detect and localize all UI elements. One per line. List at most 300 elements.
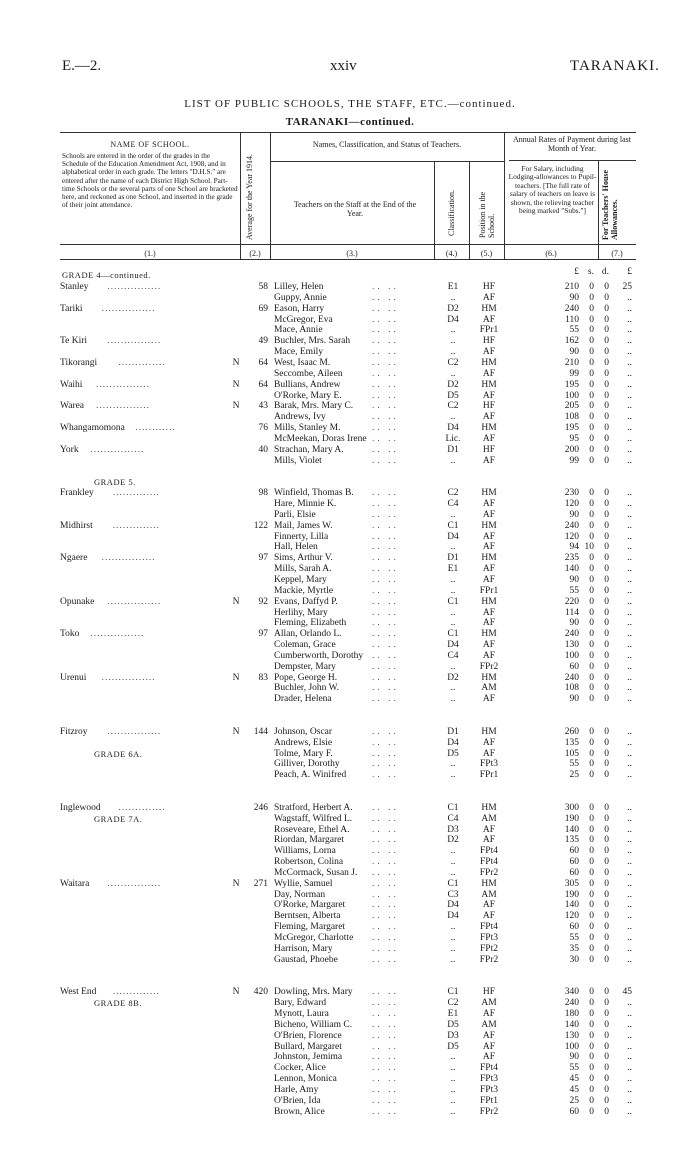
teacher-position: FPt3 [480, 1084, 498, 1095]
salary-pounds: 90 [569, 574, 579, 585]
table-row [0, 727, 700, 738]
leader-dots: .. .. [372, 292, 399, 303]
salary-pence: 0 [604, 303, 609, 314]
salary-pence: 0 [604, 694, 609, 705]
col-divider-6 [598, 161, 599, 259]
leader-dots: .. .. [372, 574, 399, 585]
teacher-name: Pope, George H. [274, 672, 338, 683]
salary-shillings: 0 [589, 954, 594, 965]
table-row [0, 955, 700, 966]
salary-pence: 0 [604, 900, 609, 911]
teacher-classification: C4 [447, 813, 459, 824]
colnum-rule [60, 244, 636, 245]
average-attendance: 43 [258, 401, 268, 412]
col-divider-5 [504, 132, 505, 259]
salary-pence: 0 [604, 433, 609, 444]
native-school-mark: N [232, 726, 240, 737]
salary-pounds: 45 [569, 1084, 579, 1095]
salary-shillings: 0 [589, 1106, 594, 1117]
average-attendance: 92 [258, 596, 268, 607]
table-row [0, 1074, 700, 1085]
school-name: Toko [60, 629, 80, 640]
salary-shillings: 0 [589, 998, 594, 1009]
salary-shillings: 0 [589, 292, 594, 303]
leader-dots: .. .. [372, 433, 399, 444]
salary-pence: 0 [604, 596, 609, 607]
table-row [0, 304, 700, 315]
teacher-name: O'Brien, Ida [274, 1095, 321, 1106]
salary-pounds: 135 [564, 835, 579, 846]
table-row [0, 1031, 700, 1042]
table-row [0, 466, 700, 477]
leader-dots: ................ [96, 379, 150, 390]
teacher-position: AF [482, 412, 496, 423]
teacher-classification: .. [450, 1074, 456, 1085]
house-allowance: .. [627, 998, 632, 1009]
salary-shillings: 0 [589, 650, 594, 661]
teacher-classification: .. [450, 943, 456, 954]
salary-pounds: 90 [569, 1052, 579, 1063]
salary-pence: 0 [604, 1052, 609, 1063]
teacher-position: HM [481, 379, 497, 390]
salary-pounds: 140 [564, 900, 579, 911]
teacher-classification: C2 [447, 488, 459, 499]
teacher-classification: .. [450, 694, 456, 705]
rates-group-heading: Annual Rates of Payment during last Month of Year. [513, 135, 631, 153]
teacher-position: HF [482, 282, 496, 292]
salary-shillings: 0 [589, 900, 594, 911]
salary-shillings: 0 [589, 401, 594, 412]
native-school-mark: N [232, 379, 240, 390]
rates-group-rule [509, 160, 636, 161]
teacher-position: FPt1 [480, 1095, 498, 1106]
house-allowance: .. [627, 347, 632, 358]
house-allowance: .. [627, 553, 632, 564]
house-allowance: .. [627, 585, 632, 596]
teacher-name: Dempster, Mary [274, 661, 336, 672]
house-allowance: .. [627, 390, 632, 401]
house-allowance: .. [627, 857, 632, 868]
teacher-classification: C1 [447, 987, 459, 998]
teacher-position: AF [482, 531, 496, 542]
salary-pounds: 260 [564, 726, 579, 737]
teacher-position: AF [482, 314, 496, 325]
house-allowance: .. [627, 900, 632, 911]
salary-pence: 0 [604, 401, 609, 412]
salary-shillings: 0 [589, 911, 594, 922]
allowance-pound-sign: £ [627, 267, 632, 277]
leader-dots: .. .. [372, 650, 399, 661]
teacher-position: AF [482, 607, 496, 618]
house-allowance: .. [627, 607, 632, 618]
house-allowance: .. [627, 292, 632, 303]
salary-pence: 0 [604, 813, 609, 824]
salary-shillings: 0 [589, 1063, 594, 1074]
salary-pounds: 220 [564, 596, 579, 607]
teacher-position: FPr1 [479, 585, 499, 596]
salary-pence: 0 [604, 1084, 609, 1095]
teacher-name: McGregor, Charlotte [274, 933, 354, 943]
salary-pounds: 140 [564, 1019, 579, 1030]
teacher-position: FPt4 [480, 1063, 498, 1074]
salary-pence: 0 [604, 683, 609, 694]
salary-shillings: 0 [589, 867, 594, 878]
salary-pounds: 240 [564, 520, 579, 531]
salary-shillings: 0 [589, 835, 594, 846]
col-divider-2 [270, 132, 271, 259]
house-allowance: .. [627, 542, 632, 553]
salary-pence: 0 [604, 726, 609, 737]
colnum-2: (2.) [249, 249, 261, 258]
salary-pence: 0 [604, 499, 609, 509]
house-allowance: .. [627, 1041, 632, 1052]
leader-dots: .. .. [372, 444, 399, 455]
house-allowance: .. [627, 683, 632, 694]
average-attendance: 58 [258, 282, 268, 292]
school-name: Tariki [60, 303, 83, 314]
leader-dots: .. .. [372, 1074, 399, 1085]
leader-dots: ................ [90, 629, 145, 640]
salary-pounds: 130 [564, 640, 579, 651]
teacher-classification: .. [450, 509, 456, 520]
teacher-name: Cocker, Alice [274, 1063, 326, 1074]
table-row [0, 456, 700, 467]
teacher-name: Peach, A. Winifred [274, 770, 347, 781]
table-row [0, 857, 700, 868]
salary-pence: 0 [604, 1041, 609, 1052]
table-row [0, 673, 700, 684]
salary-pounds: 95 [569, 433, 579, 444]
teacher-name: Finnerty, Lilla [274, 531, 329, 542]
teacher-name: Drader, Helena [274, 694, 332, 705]
teacher-name: Day, Norman [274, 889, 326, 900]
table-row [0, 662, 700, 673]
salary-pence: 0 [604, 531, 609, 542]
leader-dots: .. .. [372, 802, 399, 813]
teacher-name: Allan, Orlando L. [274, 629, 342, 640]
table-row [0, 1063, 700, 1074]
colnum-5: (5.) [480, 249, 493, 258]
teacher-classification: .. [450, 922, 456, 933]
salary-pounds: 190 [564, 813, 579, 824]
average-attendance: 83 [258, 672, 268, 683]
teachers-group-heading: Names, Classification, and Status of Teachers. [312, 140, 462, 149]
colnum-7: (7.) [611, 249, 623, 258]
table-row [0, 445, 700, 456]
leader-dots: .. .. [372, 813, 399, 824]
teacher-position: AF [482, 433, 496, 444]
average-attendance: 40 [258, 444, 268, 455]
salary-shillings: 0 [589, 878, 594, 889]
table-row [0, 1052, 700, 1063]
salary-pounds: 162 [564, 336, 579, 347]
salary-pence: 0 [604, 455, 609, 466]
salary-shillings: 0 [589, 618, 594, 629]
table-row [0, 510, 700, 521]
pound-sign: £ [574, 267, 579, 277]
grade-heading: GRADE 7A. [94, 813, 143, 824]
salary-pounds: 108 [564, 412, 579, 423]
salary-pounds: 35 [569, 943, 579, 954]
teacher-classification: .. [450, 867, 456, 878]
house-allowance: .. [627, 922, 632, 933]
salary-shillings: 0 [589, 520, 594, 531]
leader-dots: .. .. [372, 509, 399, 520]
leader-dots: .. .. [372, 694, 399, 705]
salary-shillings: 0 [589, 553, 594, 564]
table-row [0, 282, 700, 293]
native-school-mark: N [232, 987, 240, 998]
leader-dots: .. .. [372, 1030, 399, 1041]
table-row [0, 401, 700, 412]
salary-pence: 0 [604, 509, 609, 520]
teacher-position: HM [481, 596, 497, 607]
salary-pence: 0 [604, 1074, 609, 1085]
house-allowance: .. [627, 650, 632, 661]
school-name: Frankley [60, 488, 94, 499]
salary-shillings: 0 [589, 737, 594, 748]
house-allowance: .. [627, 846, 632, 857]
leader-dots: .. .. [372, 759, 399, 770]
salary-pence: 0 [604, 607, 609, 618]
leader-dots: .............. [112, 520, 161, 531]
table-row [0, 738, 700, 749]
teacher-classification: D2 [447, 379, 459, 390]
teacher-name: Mynott, Laura [274, 1008, 329, 1019]
school-name: Midhirst [60, 520, 93, 531]
teacher-position: FPr1 [479, 325, 499, 336]
teacher-name: Parli, Elsie [274, 509, 316, 520]
salary-pounds: 90 [569, 509, 579, 520]
salary-pounds: 100 [564, 1041, 579, 1052]
table-row [0, 759, 700, 770]
teacher-name: Brown, Alice [274, 1106, 325, 1117]
salary-pounds: 99 [569, 455, 579, 466]
salary-pence: 0 [604, 444, 609, 455]
leader-dots: .. .. [372, 357, 399, 368]
table-row [0, 890, 700, 901]
table-row [0, 1107, 700, 1118]
teacher-classification: D4 [447, 737, 459, 748]
salary-pence: 0 [604, 824, 609, 835]
salary-pence: 0 [604, 1063, 609, 1074]
house-allowance: .. [627, 412, 632, 423]
teacher-classification: C4 [447, 650, 459, 661]
teacher-name: Johnson, Oscar [274, 726, 333, 737]
salary-pounds: 105 [564, 748, 579, 759]
teacher-classification: .. [450, 618, 456, 629]
teacher-position: AM [481, 998, 497, 1009]
leader-dots: .. .. [372, 1052, 399, 1063]
leader-dots: .. .. [372, 900, 399, 911]
salary-pence: 0 [604, 661, 609, 672]
teacher-name: Lilley, Helen [274, 282, 324, 292]
page-section-code: E.—2. [62, 58, 102, 74]
teacher-classification: C4 [447, 499, 459, 509]
teacher-position: HM [481, 672, 497, 683]
salary-pence: 0 [604, 737, 609, 748]
salary-shillings: 0 [589, 661, 594, 672]
teacher-name: McCormack, Susan J. [274, 867, 358, 878]
teacher-classification: .. [450, 933, 456, 943]
school-name: Opunake [60, 596, 95, 607]
leader-dots: .. .. [372, 629, 399, 640]
table-row [0, 879, 700, 890]
grade-heading: GRADE 4—continued. [62, 270, 151, 280]
house-allowance: .. [627, 531, 632, 542]
house-allowance: .. [627, 368, 632, 379]
average-attendance: 144 [253, 726, 268, 737]
teacher-name: Winfield, Thomas B. [274, 488, 354, 499]
house-allowance: .. [627, 933, 632, 943]
house-allowance: 45 [622, 987, 632, 998]
leader-dots: .............. [118, 357, 166, 368]
teacher-name: Herlihy, Mary [274, 607, 328, 618]
leader-dots: .. .. [372, 347, 399, 358]
teacher-position: HM [481, 878, 497, 889]
table-row [0, 347, 700, 358]
salary-pence: 0 [604, 629, 609, 640]
classification-column-heading: Classification. [447, 190, 456, 236]
leader-dots: .. .. [372, 998, 399, 1009]
table-row [0, 803, 700, 814]
average-attendance: 271 [253, 878, 268, 889]
teacher-classification: D4 [447, 423, 459, 434]
salary-pounds: 120 [564, 499, 579, 509]
salary-shillings: 0 [589, 390, 594, 401]
salary-pounds: 305 [564, 878, 579, 889]
salary-pounds: 60 [569, 857, 579, 868]
salary-shillings: 0 [589, 759, 594, 770]
table-top-rule [60, 132, 636, 133]
teacher-classification: .. [450, 1084, 456, 1095]
table-row [0, 900, 700, 911]
leader-dots: .. .. [372, 282, 399, 292]
salary-pence: 0 [604, 390, 609, 401]
house-allowance: .. [627, 520, 632, 531]
table-row [0, 521, 700, 532]
teacher-position: AF [482, 900, 496, 911]
teacher-position: FPt4 [480, 857, 498, 868]
teacher-classification: D4 [447, 314, 459, 325]
table-row [0, 944, 700, 955]
attendance-column-heading: Average for the Year 1914. [245, 153, 254, 240]
teacher-classification: D4 [447, 531, 459, 542]
leader-dots: .. .. [372, 1106, 399, 1117]
teacher-position: AF [482, 368, 496, 379]
house-allowance: .. [627, 1106, 632, 1117]
salary-shillings: 0 [589, 325, 594, 336]
teacher-classification: C1 [447, 629, 459, 640]
leader-dots: .. .. [372, 846, 399, 857]
leader-dots: .. .. [372, 640, 399, 651]
salary-pounds: 55 [569, 325, 579, 336]
grade-heading: GRADE 8B. [94, 998, 142, 1009]
salary-shillings: 0 [589, 1074, 594, 1085]
salary-shillings: 0 [589, 499, 594, 509]
salary-pounds: 25 [569, 770, 579, 781]
table-row [0, 575, 700, 586]
teacher-position: HM [481, 303, 497, 314]
teacher-classification: D5 [447, 748, 459, 759]
table-row [0, 966, 700, 977]
col-divider-4 [469, 161, 470, 259]
table-row [0, 705, 700, 716]
teacher-position: AF [482, 618, 496, 629]
teacher-classification: .. [450, 770, 456, 781]
teacher-position: AF [482, 542, 496, 553]
teacher-position: AF [482, 748, 496, 759]
salary-pence: 0 [604, 282, 609, 292]
salary-pence: 0 [604, 857, 609, 868]
teacher-position: AF [482, 292, 496, 303]
teacher-classification: E1 [447, 282, 459, 292]
school-column-note: Schools are entered in the order of the grades in the Schedule of the Education Amendment Act, 1908, and in alphabetical order in each grade. The letters "D.H.S." are entered after the name of each District High School. Part-time Schools or the several parts of one School are bracketed here, and reckoned as one School, and inserted in the grade of their joint attendance. [62, 152, 238, 210]
house-allowance: .. [627, 499, 632, 509]
leader-dots: .. .. [372, 726, 399, 737]
teacher-name: Fleming, Elizabeth [274, 618, 347, 629]
school-name: York [60, 444, 79, 455]
teacher-name: Guppy, Annie [274, 292, 327, 303]
teacher-classification: .. [450, 683, 456, 694]
salary-shillings: 0 [589, 433, 594, 444]
teacher-classification: .. [450, 759, 456, 770]
teacher-classification: .. [450, 846, 456, 857]
table-row [0, 651, 700, 662]
leader-dots: ................ [107, 726, 162, 737]
house-allowance: .. [627, 379, 632, 390]
salary-shillings: 0 [589, 357, 594, 368]
teacher-classification: C1 [447, 520, 459, 531]
page-title: LIST OF PUBLIC SCHOOLS, THE STAFF, ETC.—continued. [184, 98, 516, 110]
salary-pounds: 99 [569, 368, 579, 379]
teacher-name: Keppel, Mary [274, 574, 327, 585]
leader-dots: .. .. [372, 618, 399, 629]
teacher-name: McMeekan, Doras Irene [274, 433, 367, 444]
salary-pounds: 340 [564, 987, 579, 998]
table-row [0, 315, 700, 326]
salary-shillings: 0 [589, 824, 594, 835]
average-attendance: 69 [258, 303, 268, 314]
teacher-name: Tolme, Mary F. [274, 748, 333, 759]
salary-shillings: 0 [589, 694, 594, 705]
school-name: Fitzroy [60, 726, 88, 737]
house-allowance: .. [627, 423, 632, 434]
salary-shillings: 0 [589, 336, 594, 347]
school-name: Te Kiri [60, 336, 88, 347]
house-allowance: .. [627, 943, 632, 954]
leader-dots: ............ [135, 423, 176, 434]
salary-pounds: 55 [569, 585, 579, 596]
native-school-mark: N [232, 401, 240, 412]
salary-pounds: 114 [565, 607, 579, 618]
leader-dots: .. .. [372, 824, 399, 835]
teacher-name: Gilliver, Dorothy [274, 759, 340, 770]
leader-dots: .. .. [372, 585, 399, 596]
house-allowance: .. [627, 629, 632, 640]
house-allowance: .. [627, 911, 632, 922]
average-attendance: 64 [258, 379, 268, 390]
salary-pence: 0 [604, 954, 609, 965]
average-attendance: 122 [253, 520, 268, 531]
salary-pounds: 195 [564, 423, 579, 434]
salary-shillings: 0 [589, 379, 594, 390]
salary-pence: 0 [604, 553, 609, 564]
leader-dots: .. .. [372, 737, 399, 748]
salary-shillings: 0 [589, 1041, 594, 1052]
teacher-position: AF [482, 564, 496, 575]
house-allowance: .. [627, 564, 632, 575]
